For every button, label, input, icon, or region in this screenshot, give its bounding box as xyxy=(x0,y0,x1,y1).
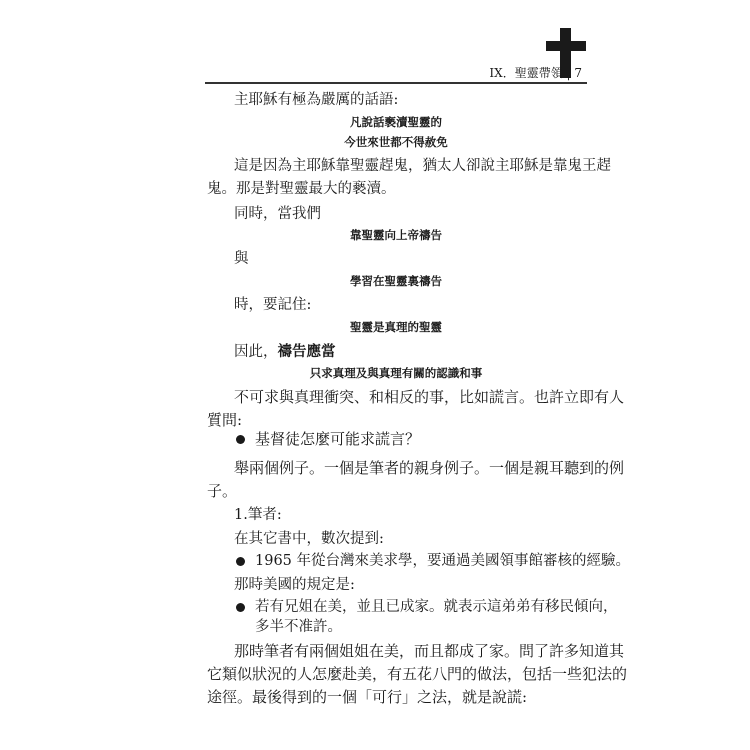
bullet-icon xyxy=(236,603,245,612)
emphasis-line: 學習在聖靈裏禱告 xyxy=(350,274,442,288)
emphasis-line: 聖靈是真理的聖靈 xyxy=(350,320,442,334)
paragraph-line: 同時，當我們 xyxy=(234,206,321,222)
header-rule xyxy=(205,82,587,84)
paragraph-line: 在其它書中，數次提到: xyxy=(234,531,384,547)
bullet-item: 若有兄姐在美，並且已成家。就表示這弟弟有移民傾向， xyxy=(255,599,618,615)
paragraph-line: 這是因為主耶穌靠聖靈趕鬼，猶太人卻說主耶穌是靠鬼王趕 xyxy=(234,158,611,174)
running-header: IX．聖靈帶領 | 7 xyxy=(489,66,582,80)
bullet-item-continuation: 多半不准許。 xyxy=(255,619,342,635)
bullet-icon xyxy=(236,557,245,566)
paragraph-line: 時，要記住: xyxy=(234,297,312,313)
paragraph-line: 舉兩個例子。一個是筆者的親身例子。一個是親耳聽到的例 xyxy=(234,459,625,477)
paragraph-line: 那時筆者有兩個姐姐在美，而且都成了家。問了許多知道其 xyxy=(234,642,625,660)
paragraph-line: 質問: xyxy=(207,411,243,429)
paragraph-text: 因此， xyxy=(234,344,278,360)
bullet-icon xyxy=(236,435,245,444)
emphasis-line: 凡說話褻瀆聖靈的 xyxy=(350,115,442,129)
bold-phrase: 禱告應當 xyxy=(277,344,336,360)
bullet-item: 基督徒怎麼可能求謊言？ xyxy=(255,430,421,448)
paragraph-line: 主耶穌有極為嚴厲的話語: xyxy=(234,92,399,108)
paragraph-line: 鬼。那是對聖靈最大的褻瀆。 xyxy=(207,181,396,197)
paragraph-line: 不可求與真理衝突、和相反的事，比如謊言。也許立即有人 xyxy=(234,388,625,406)
section-heading: 1.筆者: xyxy=(234,507,282,523)
paragraph-line: 它類似狀況的人怎麼赴美，有五花八門的做法，包括一些犯法的 xyxy=(207,665,628,683)
paragraph-line: 子。 xyxy=(207,482,238,500)
emphasis-line: 今世來世都不得赦免 xyxy=(344,135,448,149)
emphasis-line: 只求真理及與真理有關的認識和事 xyxy=(309,366,483,380)
emphasis-line: 靠聖靈向上帝禱告 xyxy=(350,228,442,242)
paragraph-line: 途徑。最後得到的一個「可行」之法，就是說謊: xyxy=(207,688,528,706)
paragraph-line: 那時美國的規定是: xyxy=(234,577,355,593)
paragraph-line: 與 xyxy=(234,251,249,267)
paragraph-line xyxy=(234,342,336,362)
bullet-item: 1965 年從台灣來美求學，要通過美國領事館審核的經驗。 xyxy=(255,553,631,569)
